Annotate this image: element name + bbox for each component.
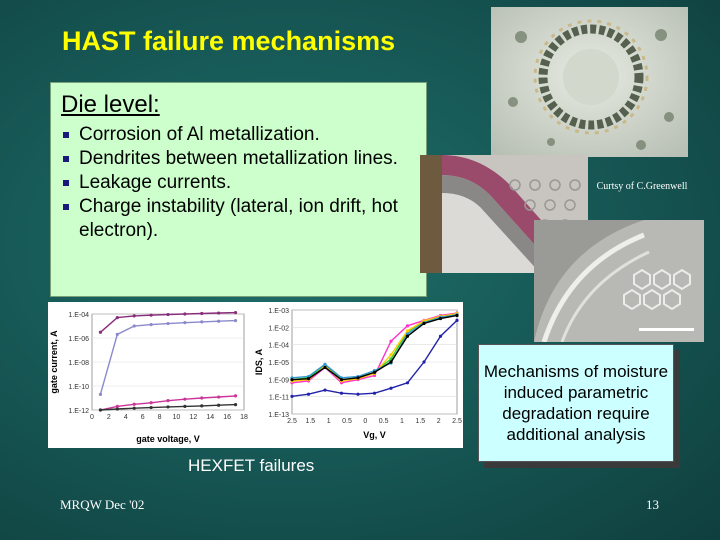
data-point: [323, 363, 326, 366]
data-point: [133, 407, 136, 410]
sem-micrograph: [534, 220, 704, 342]
bullet-text: Corrosion of Al metallization.: [79, 124, 320, 145]
bullet-square-icon: [63, 180, 69, 186]
data-point: [290, 378, 293, 381]
x-tick-label: 0.5: [342, 418, 352, 425]
footer-left: MRQW Dec '02: [60, 497, 145, 512]
y-axis-label: IDS, A: [254, 348, 264, 376]
y-tick-label: 1.E-08: [68, 360, 89, 367]
data-point: [99, 331, 102, 334]
data-point: [183, 312, 186, 315]
data-point: [356, 376, 359, 379]
data-point: [166, 405, 169, 408]
data-point: [166, 322, 169, 325]
data-point: [455, 314, 458, 317]
data-point: [166, 313, 169, 316]
data-point: [307, 393, 310, 396]
x-tick-label: 12: [189, 414, 198, 421]
data-point: [422, 322, 425, 325]
data-point: [200, 312, 203, 315]
data-point: [150, 406, 153, 409]
y-tick-label: 1.E-05: [268, 360, 289, 367]
bullet-square-icon: [63, 156, 69, 162]
x-tick-label: 1.5: [415, 418, 426, 425]
data-point: [455, 319, 458, 322]
data-point: [166, 399, 169, 402]
x-tick-label: 0: [90, 414, 94, 421]
data-point: [323, 388, 326, 391]
data-point: [234, 394, 237, 397]
data-point: [133, 403, 136, 406]
x-tick-label: 1: [326, 418, 331, 425]
data-point: [99, 393, 102, 396]
data-point: [116, 333, 119, 336]
bullet-item: [63, 123, 423, 147]
data-point: [439, 335, 442, 338]
data-point: [217, 404, 220, 407]
data-point: [234, 319, 237, 322]
slide-title: HAST failure mechanisms: [62, 26, 396, 56]
data-point: [389, 387, 392, 390]
data-point: [183, 405, 186, 408]
y-tick-label: 1.E-02: [268, 325, 289, 333]
x-axis-label: gate voltage, V: [136, 434, 200, 444]
data-point: [389, 340, 392, 343]
x-tick-label: 1.5: [305, 418, 316, 425]
y-tick-label: 1.E-04: [268, 342, 289, 350]
data-point: [406, 381, 409, 384]
x-tick-label: 16: [223, 414, 232, 421]
data-point: [356, 393, 359, 396]
y-tick-label: 1.E-11: [268, 394, 289, 402]
data-point: [183, 398, 186, 401]
charts-caption: HEXFET failures: [188, 456, 315, 475]
callout-text: Mechanisms of moisture induced parametric degradation require additional analysis: [483, 362, 669, 444]
data-point: [234, 311, 237, 314]
data-point: [133, 324, 136, 327]
die-level-box: [50, 82, 427, 297]
x-tick-label: 14: [206, 414, 215, 421]
data-point: [389, 353, 392, 356]
y-tick-label: 1.E-12: [68, 408, 89, 415]
x-tick-label: 1: [400, 418, 404, 425]
hexfet-chart-panel: [48, 302, 463, 448]
data-point: [99, 408, 102, 411]
data-point: [116, 407, 119, 410]
x-tick-label: 8: [157, 414, 162, 421]
x-tick-label: 2: [436, 418, 441, 425]
x-tick-label: 0: [363, 418, 368, 425]
data-point: [217, 395, 220, 398]
hexfet-charts-svg: [48, 302, 463, 448]
x-tick-label: 0.5: [378, 418, 389, 425]
bullet-square-icon: [63, 204, 69, 210]
x-axis-label: Vg, V: [363, 430, 386, 440]
data-point: [200, 396, 203, 399]
bullet-item: [63, 147, 423, 171]
bullet-item: [63, 171, 423, 195]
data-point: [422, 360, 425, 363]
y-tick-label: 1.E-06: [68, 336, 89, 343]
x-tick-label: 2.5: [287, 418, 297, 425]
data-point: [323, 366, 326, 369]
y-axis-label: gate current, A: [49, 330, 59, 394]
data-point: [340, 378, 343, 381]
data-point: [217, 320, 220, 323]
y-tick-label: 1.E-13: [268, 412, 289, 419]
page-number: 13: [646, 497, 659, 512]
x-tick-label: 6: [140, 414, 145, 421]
data-point: [439, 317, 442, 320]
data-point: [406, 324, 409, 327]
x-tick-label: 18: [240, 414, 248, 421]
box-heading: Die level:: [61, 91, 160, 118]
y-tick-label: 1.E-10: [68, 384, 89, 391]
gate-current-chart: [49, 311, 248, 444]
data-point: [150, 314, 153, 317]
y-tick-label: 1.E-03: [268, 308, 289, 315]
ids-chart: [254, 308, 462, 440]
data-point: [373, 392, 376, 395]
photo-credit: Curtsy of C.Greenwell: [596, 181, 688, 192]
x-tick-label: 2: [106, 414, 111, 421]
data-point: [373, 371, 376, 374]
data-point: [406, 335, 409, 338]
data-point: [200, 404, 203, 407]
data-point: [406, 329, 409, 332]
data-point: [340, 392, 343, 395]
data-point: [217, 311, 220, 314]
data-point: [307, 377, 310, 380]
bullet-text: Leakage currents.: [79, 172, 232, 193]
y-tick-label: 1.E-04: [68, 312, 89, 319]
x-tick-label: 10: [172, 414, 181, 421]
data-point: [133, 314, 136, 317]
data-point: [116, 316, 119, 319]
corrosion-micrograph: [491, 7, 688, 157]
bullet-text: Charge instability (lateral, ion drift, hot electron).: [79, 196, 398, 241]
bullet-square-icon: [63, 132, 69, 138]
data-point: [234, 403, 237, 406]
data-point: [150, 401, 153, 404]
bullet-text: Dendrites between metallization lines.: [79, 148, 398, 169]
x-tick-label: 4: [123, 414, 128, 421]
data-point: [290, 395, 293, 398]
data-point: [389, 360, 392, 363]
bullet-list: [63, 123, 423, 243]
data-point: [150, 323, 153, 326]
x-tick-label: 2.5: [452, 418, 462, 425]
data-point: [200, 320, 203, 323]
y-tick-label: 1.E-09: [268, 377, 289, 385]
bullet-item: [63, 195, 423, 243]
data-point: [183, 321, 186, 324]
callout-box: [478, 344, 674, 462]
